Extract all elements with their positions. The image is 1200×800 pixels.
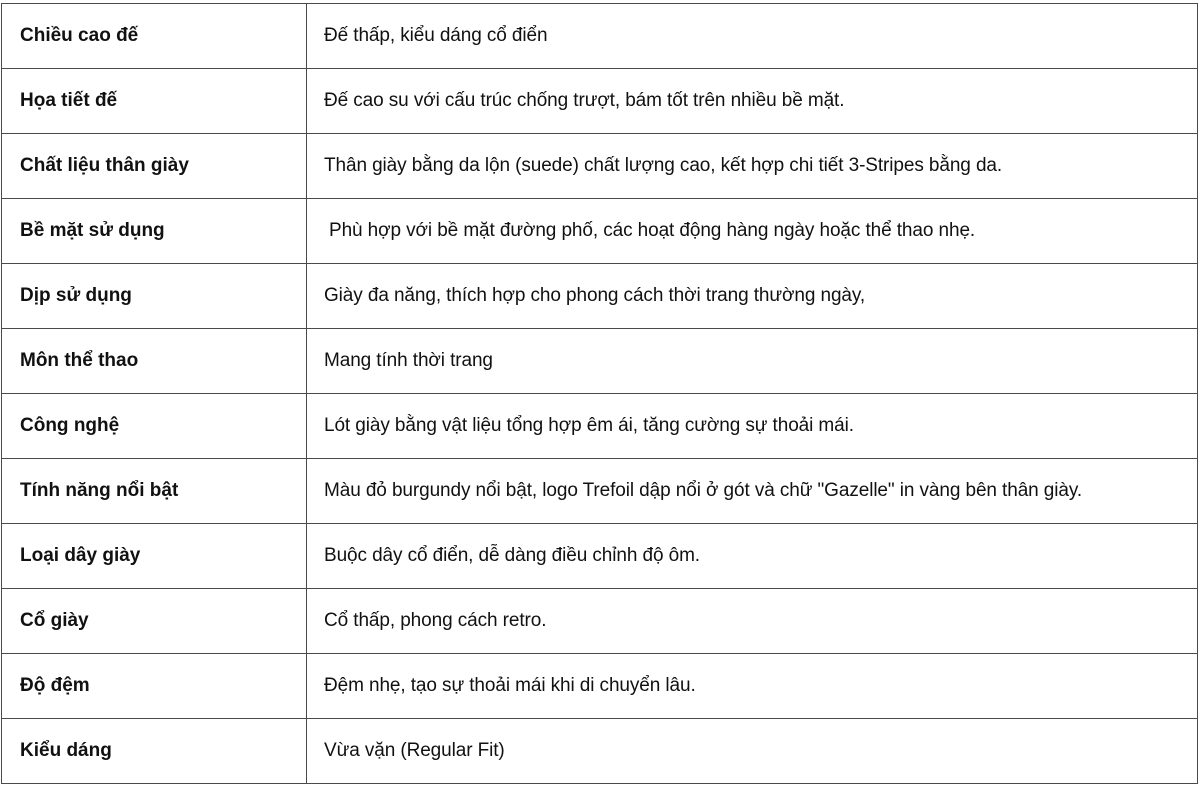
spec-value: Buộc dây cổ điển, dễ dàng điều chỉnh độ ôm. <box>307 524 1198 589</box>
table-row <box>2 134 1198 199</box>
table-row <box>2 329 1198 394</box>
table-row <box>2 719 1198 784</box>
table-row <box>2 264 1198 329</box>
product-spec-table <box>1 3 1198 784</box>
table-row <box>2 654 1198 719</box>
spec-label: Bề mặt sử dụng <box>2 199 307 264</box>
spec-value: Mang tính thời trang <box>307 329 1198 394</box>
spec-value: Phù hợp với bề mặt đường phố, các hoạt động hàng ngày hoặc thể thao nhẹ. <box>307 199 1198 264</box>
table-row <box>2 394 1198 459</box>
spec-label: Dịp sử dụng <box>2 264 307 329</box>
spec-label: Độ đệm <box>2 654 307 719</box>
spec-value: Thân giày bằng da lộn (suede) chất lượng cao, kết hợp chi tiết 3-Stripes bằng da. <box>307 134 1198 199</box>
spec-table-body <box>2 4 1198 784</box>
spec-value: Đế cao su với cấu trúc chống trượt, bám tốt trên nhiều bề mặt. <box>307 69 1198 134</box>
spec-label: Kiểu dáng <box>2 719 307 784</box>
spec-value: Lót giày bằng vật liệu tổng hợp êm ái, tăng cường sự thoải mái. <box>307 394 1198 459</box>
spec-label: Loại dây giày <box>2 524 307 589</box>
table-row <box>2 524 1198 589</box>
spec-value: Đệm nhẹ, tạo sự thoải mái khi di chuyển lâu. <box>307 654 1198 719</box>
spec-label: Tính năng nổi bật <box>2 459 307 524</box>
table-row <box>2 199 1198 264</box>
spec-label: Cổ giày <box>2 589 307 654</box>
spec-label: Môn thể thao <box>2 329 307 394</box>
spec-value: Giày đa năng, thích hợp cho phong cách thời trang thường ngày, <box>307 264 1198 329</box>
table-row <box>2 69 1198 134</box>
spec-value: Màu đỏ burgundy nổi bật, logo Trefoil dập nổi ở gót và chữ "Gazelle" in vàng bên thân giày. <box>307 459 1198 524</box>
spec-label: Chất liệu thân giày <box>2 134 307 199</box>
spec-label: Họa tiết đế <box>2 69 307 134</box>
spec-value: Đế thấp, kiểu dáng cổ điển <box>307 4 1198 69</box>
spec-label: Công nghệ <box>2 394 307 459</box>
table-row <box>2 589 1198 654</box>
table-row <box>2 4 1198 69</box>
spec-value: Vừa vặn (Regular Fit) <box>307 719 1198 784</box>
spec-value: Cổ thấp, phong cách retro. <box>307 589 1198 654</box>
table-row <box>2 459 1198 524</box>
spec-label: Chiều cao đế <box>2 4 307 69</box>
